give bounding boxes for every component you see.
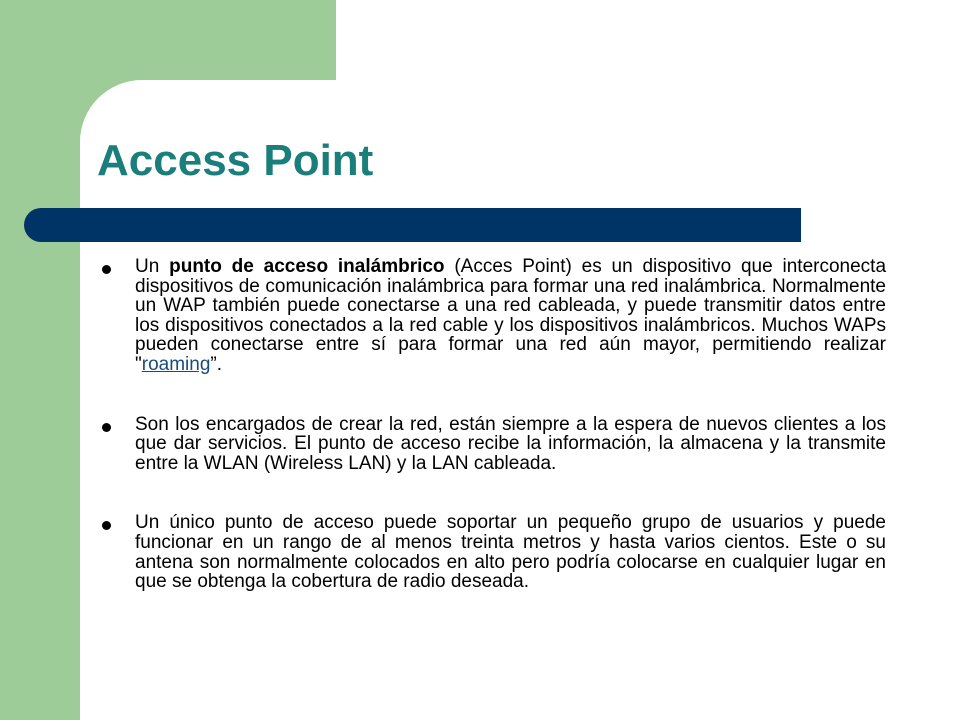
bullet-item-3 — [100, 513, 886, 591]
slide-content — [100, 257, 886, 592]
bullet-3-text: Un único punto de acceso puede soportar un pequeño grupo de usuarios y puede funcionar en un rango de al menos treinta metros y hasta varios cientos. Este o su antena son normalmente colocados en alto pero podría colocarse en cualquier lugar en que se obtenga la cobertura de radio deseada. — [135, 512, 886, 593]
roaming-link[interactable]: roaming — [141, 353, 211, 375]
bullet-1-text-middle: (Acces Point) es un dispositivo que interconecta dispositivos de comunicación inalámbrica para formar una red inalámbrica. Normalmente un WAP también puede conectarse a una red cableada, y puede transmitir datos entre los dispositivos conectados a la red cable y los dispositivos inalámbricos. Muchos WAPs pueden conectarse entre sí para formar una red aún mayor, permitiendo realizar " — [135, 256, 887, 375]
bullet-1-text-start: Un — [135, 256, 170, 277]
title-underline-bar — [24, 208, 801, 242]
slide-title: Access Point — [97, 136, 374, 185]
bullet-2-text: Son los encargados de crear la red, están siempre a la espera de nuevos clientes a los que dar servicios. El punto de acceso recibe la información, la almacena y la transmite entre la WLAN (Wireless LAN) y la LAN cableada. — [135, 413, 886, 474]
bullet-item-1 — [100, 257, 886, 375]
bullet-item-2 — [100, 415, 886, 474]
bullet-1-bold-term: punto de acceso inalámbrico — [169, 256, 445, 277]
bullet-1-text-end: ”. — [210, 353, 223, 375]
